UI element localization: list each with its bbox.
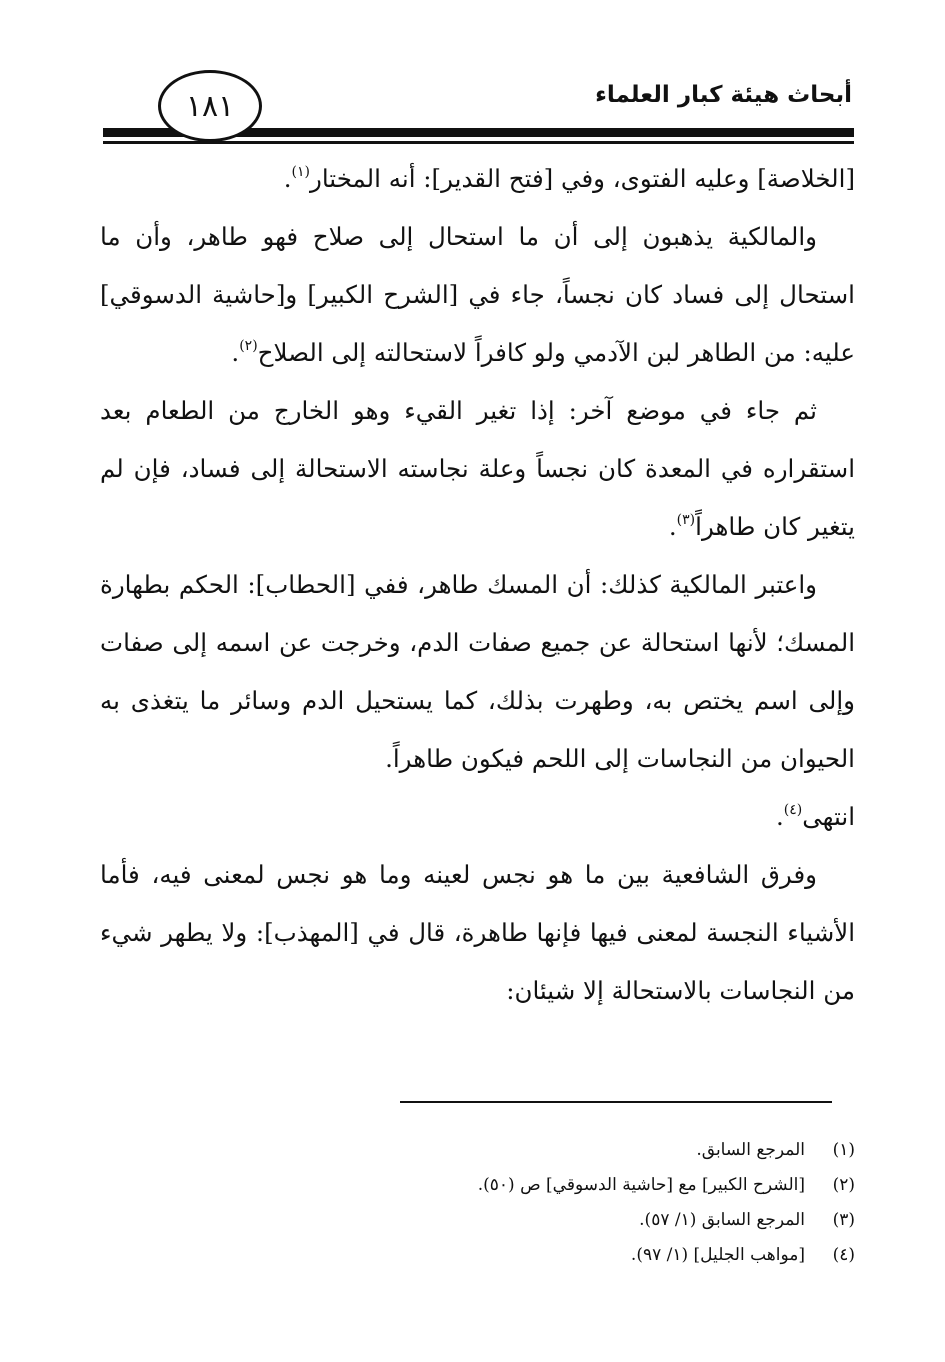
paragraph-continuation — [100, 150, 855, 208]
paragraph-end: . — [283, 164, 292, 193]
footnote-number: (٢) — [832, 1175, 855, 1195]
paragraph-text: انتهى — [802, 802, 855, 831]
footnote-item — [195, 1203, 855, 1238]
footnote-item — [195, 1133, 855, 1168]
page-number-oval — [158, 70, 262, 142]
paragraph-text: والمالكية يذهبون إلى أن ما استحال إلى صلاح فهو طاهر، وأن ما استحال إلى فساد كان نجساً، جاء في [الشرح الكبير] و[حاشية الدسوقي] عليه: من الطاهر لبن الآدمي ولو كافراً لاستحالته إلى الصلاح — [100, 222, 855, 367]
footnote-number: (٤) — [832, 1245, 855, 1265]
paragraph-shafiiyya — [100, 846, 855, 1020]
footnote-text: المرجع السابق (١/ ٥٧). — [639, 1210, 805, 1230]
body-text — [100, 150, 855, 1020]
footnote-text: المرجع السابق. — [696, 1140, 805, 1160]
paragraph-end: . — [668, 512, 677, 541]
footnote-text: [الشرح الكبير] مع [حاشية الدسوقي] ص (٥٠). — [477, 1175, 805, 1195]
paragraph-text: وفرق الشافعية بين ما هو نجس لعينه وما هو نجس لمعنى فيه، فأما الأشياء النجسة لمعنى فيها فإنها طاهرة، قال في [المهذب]: ولا يطهر شيء من النجاسات بالاستحالة إلا شيئان: — [100, 860, 855, 1005]
paragraph-text: واعتبر المالكية كذلك: أن المسك طاهر، ففي [الحطاب]: الحكم بطهارة المسك؛ لأنها استحالة عن جميع صفات الدم، وخرجت عن اسمه إلى صفات وإلى اسم يختص به، وطهرت بذلك، كما يستحيل الدم وسائر ما يتغذى به الحيوان من النجاسات إلى اللحم فيكون طاهراً. — [100, 570, 855, 773]
footnote-ref-3[interactable]: (٣) — [676, 512, 696, 528]
footnote-number: (٣) — [832, 1210, 855, 1230]
footnote-number: (١) — [832, 1140, 855, 1160]
footnote-text: [مواهب الجليل] (١/ ٩٧). — [630, 1245, 805, 1265]
paragraph-end: . — [776, 802, 784, 831]
paragraph-text: [الخلاصة] وعليه الفتوى، وفي [فتح القدير]: أنه المختار — [310, 164, 855, 193]
paragraph-vomit — [100, 382, 855, 556]
paragraph-end: . — [231, 338, 240, 367]
footnote-ref-2[interactable]: (٢) — [239, 338, 258, 354]
paragraph-malikiyya — [100, 208, 855, 382]
footnote-item — [195, 1238, 855, 1273]
footnote-separator — [400, 1101, 832, 1103]
footnote-ref-4[interactable]: (٤) — [783, 802, 803, 818]
paragraph-musk — [100, 556, 855, 788]
paragraph-musk-end — [100, 788, 855, 846]
footnote-ref-1[interactable]: (١) — [291, 164, 311, 180]
footnote-item — [195, 1168, 855, 1203]
paragraph-text: ثم جاء في موضع آخر: إذا تغير القيء وهو الخارج من الطعام بعد استقراره في المعدة كان نجساً وعلة نجاسته الاستحالة إلى فساد، فإن لم يتغير كان طاهراً — [100, 396, 855, 541]
footnotes-list — [195, 1133, 855, 1273]
running-title: أبحاث هيئة كبار العلماء — [595, 82, 852, 108]
page-number: ١٨١ — [185, 88, 235, 124]
